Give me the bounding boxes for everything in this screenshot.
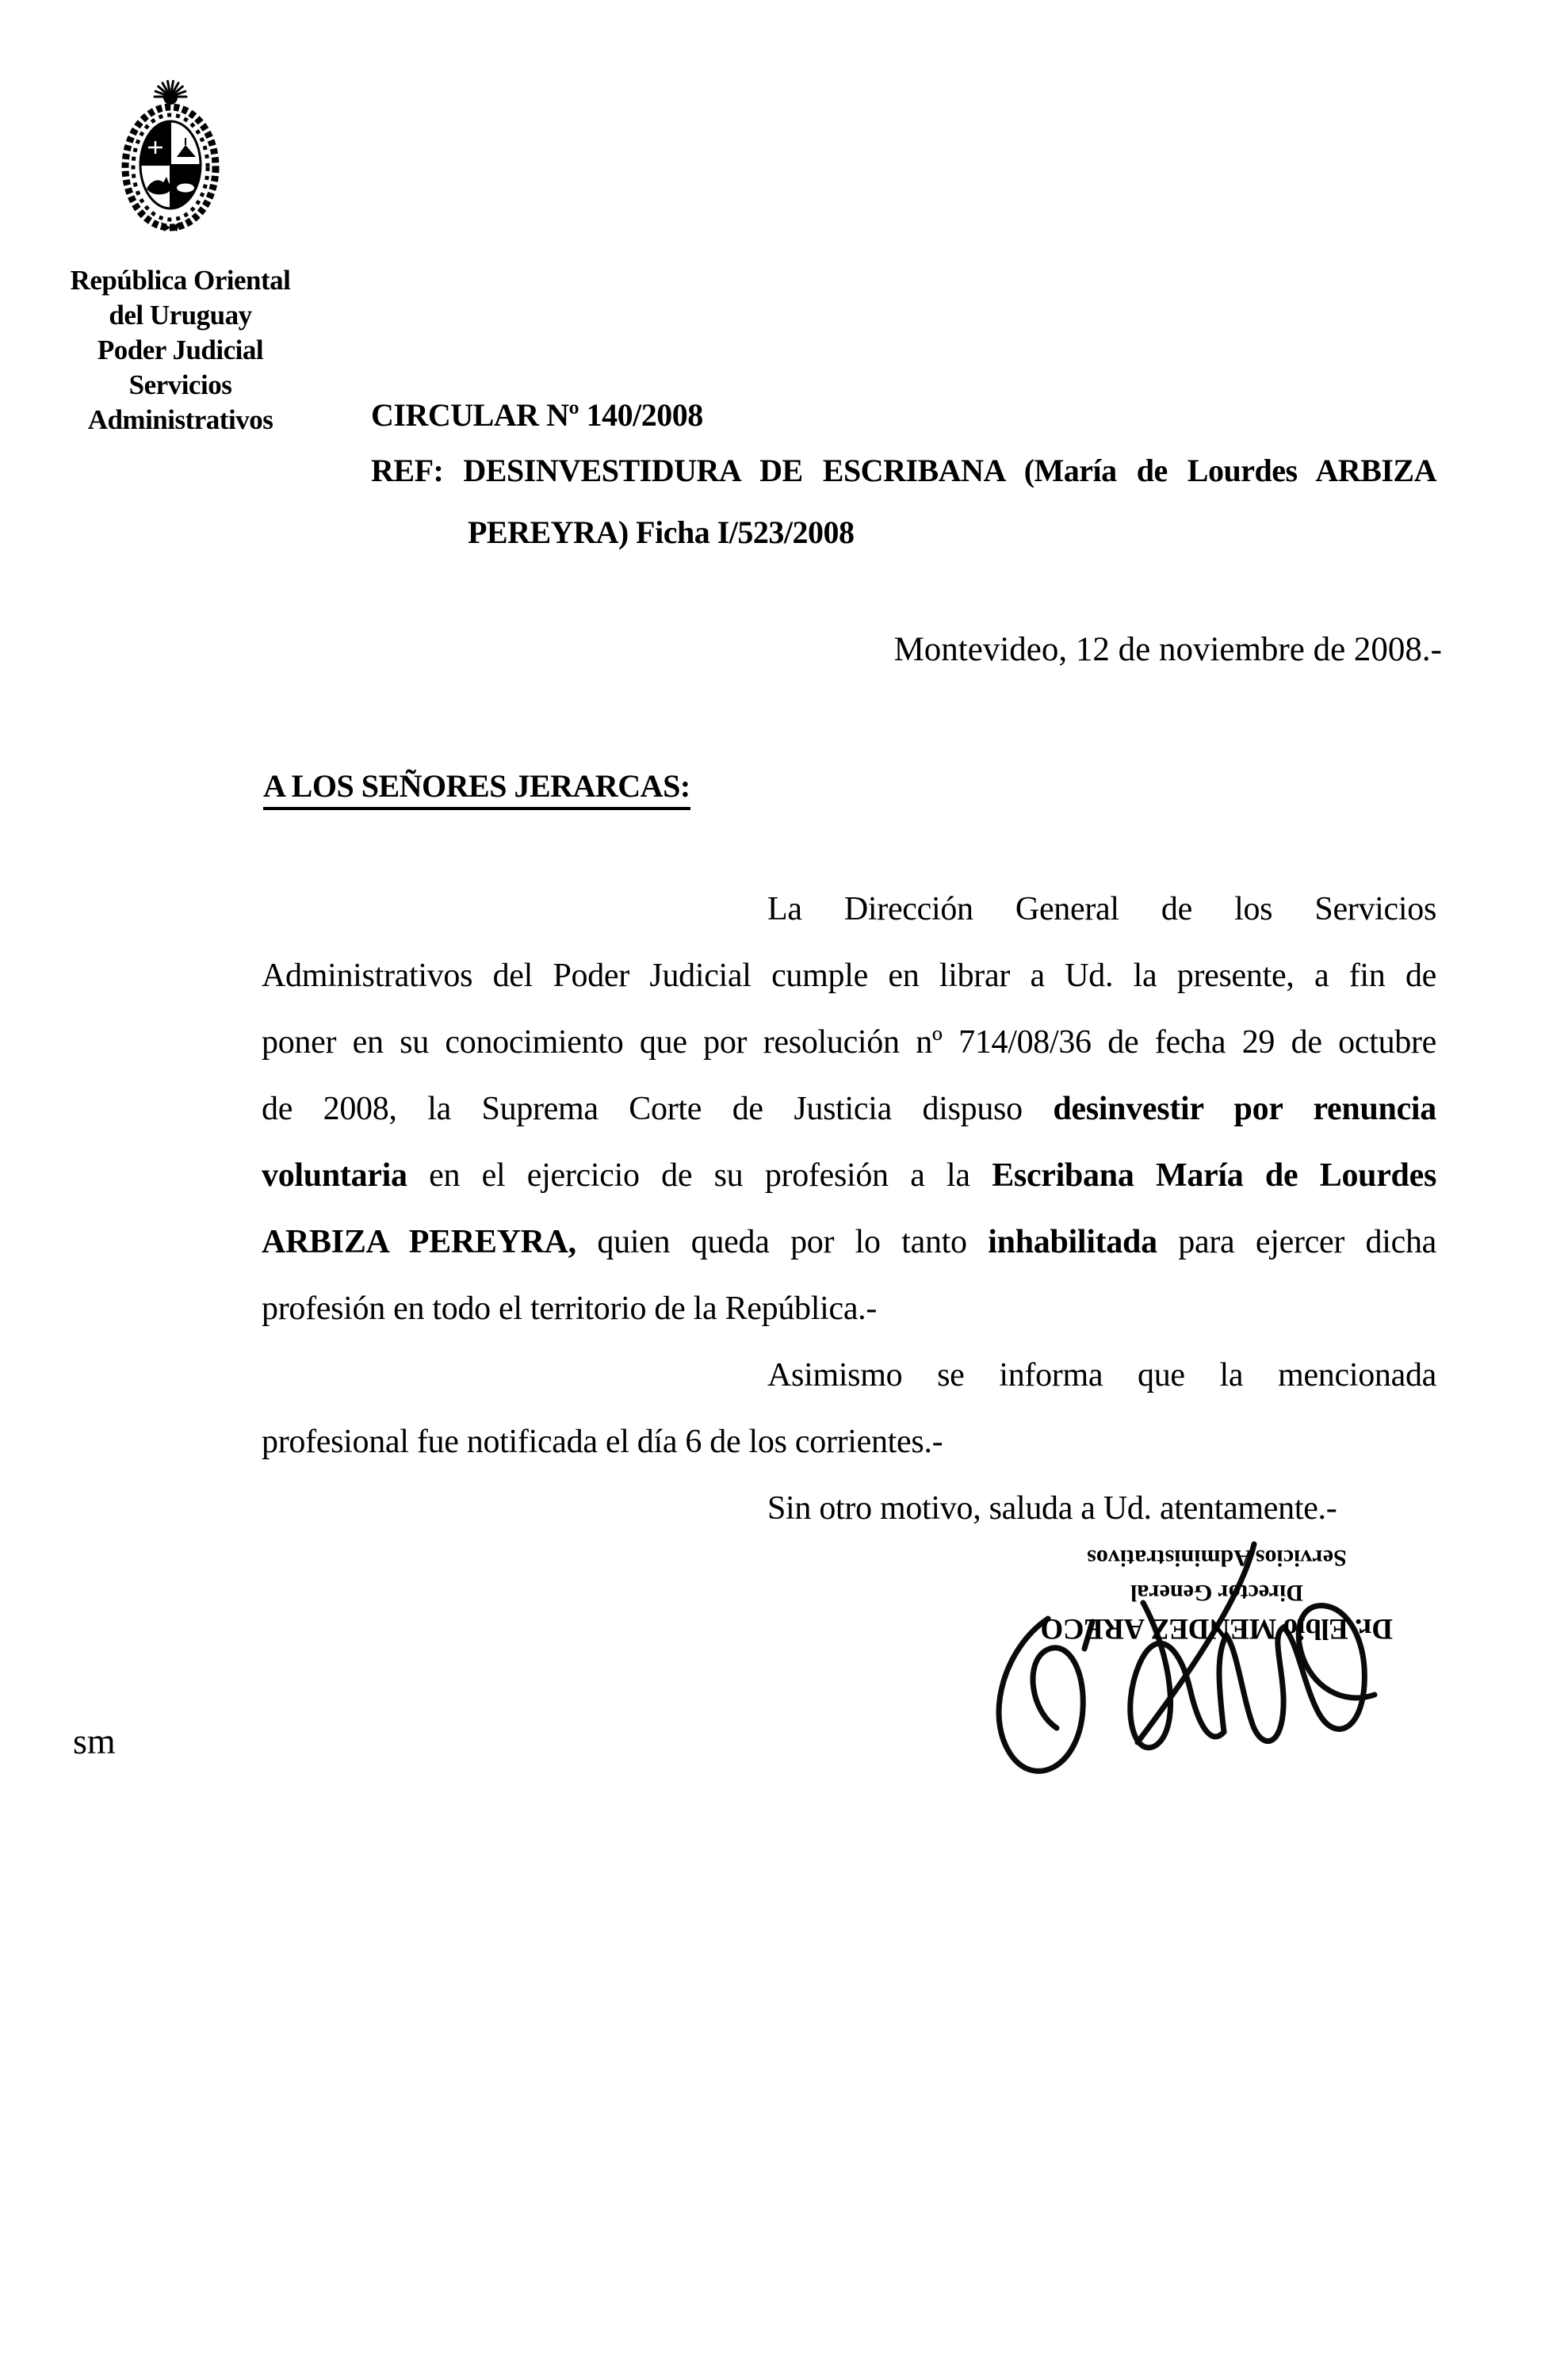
signature-stamp [1019, 1540, 1415, 1646]
letterhead-line: Servicios [128, 369, 232, 400]
body-line: Sin otro motivo, saluda a Ud. atentamente.- [767, 1490, 1337, 1527]
typist-initials: sm [73, 1721, 116, 1761]
letterhead-line: República Oriental [70, 265, 291, 296]
reference-line-1: REF: DESINVESTIDURA DE ESCRIBANA (María de Lourdes ARBIZA [371, 453, 1436, 488]
letterhead [32, 263, 329, 438]
body-line: voluntaria en el ejercicio de su profesión a la Escribana María de Lourdes [262, 1157, 1436, 1194]
body-line: de 2008, la Suprema Corte de Justicia dispuso desinvestir por renuncia [262, 1091, 1436, 1127]
signer-name: Dr. Elbio MENDEZ ARECO [1040, 1612, 1394, 1645]
signer-office: Servicios Administrativos [1087, 1545, 1347, 1571]
body-line: ARBIZA PEREYRA, quien queda por lo tanto inhabilitada para ejercer dicha [262, 1224, 1436, 1260]
letterhead-line: Poder Judicial [97, 335, 264, 365]
salutation-text: A LOS SEÑORES JERARCAS: [263, 767, 690, 810]
uruguay-coat-of-arms-icon [115, 76, 226, 233]
salutation [263, 767, 690, 810]
body-line: La Dirección General de los Servicios [767, 891, 1436, 927]
letterhead-line: Administrativos [87, 404, 273, 435]
reference-line-2: PEREYRA) Ficha I/523/2008 [468, 514, 855, 550]
dateline: Montevideo, 12 de noviembre de 2008.- [893, 631, 1442, 668]
circular-number: CIRCULAR Nº 140/2008 [371, 397, 703, 433]
letterhead-line: del Uruguay [109, 300, 252, 331]
body-line: Asimismo se informa que la mencionada [767, 1357, 1436, 1394]
body-line: profesión en todo el territorio de la República.- [262, 1290, 878, 1327]
body-text [262, 876, 1436, 1542]
body-line: Administrativos del Poder Judicial cumple en librar a Ud. la presente, a fin de [262, 958, 1436, 994]
body-line: poner en su conocimiento que por resolución nº 714/08/36 de fecha 29 de octubre [262, 1024, 1436, 1061]
body-line: profesional fue notificada el día 6 de los corrientes.- [262, 1424, 943, 1460]
signer-title: Director General [1130, 1580, 1303, 1606]
